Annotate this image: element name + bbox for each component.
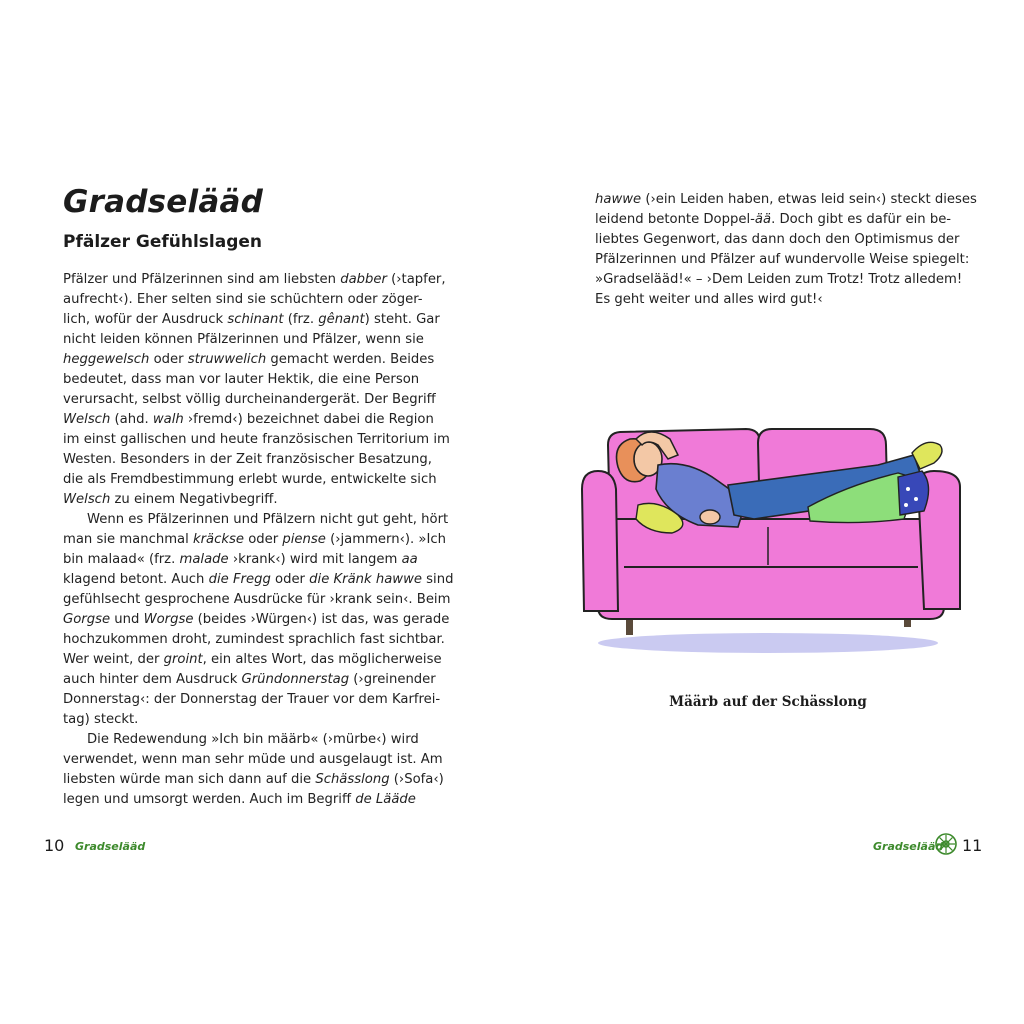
text-line xyxy=(63,570,454,590)
text-run: (frz. xyxy=(283,312,319,327)
text-run: verursacht, selbst völlig durcheinandergerät. Der Begriff xyxy=(63,392,436,407)
text-run: nicht leiden können Pfälzerinnen und Pfälzer, wenn sie xyxy=(63,332,424,347)
italic-term: Welsch xyxy=(63,412,111,427)
text-run: (›tapfer, xyxy=(386,272,446,287)
text-run: oder xyxy=(270,572,310,587)
right-page xyxy=(512,0,1024,1024)
text-run: »Gradselääd!« – ›Dem Leiden zum Trotz! Trotz alledem! xyxy=(595,272,963,287)
text-run: , ein altes Wort, das möglicherweise xyxy=(202,652,442,667)
page-number-right: 11 xyxy=(962,836,983,855)
text-run: (›greinender xyxy=(349,672,436,687)
text-run: bedeutet, dass man vor lauter Hektik, die eine Person xyxy=(63,372,420,387)
italic-term: heggewelsch xyxy=(63,352,150,367)
text-line xyxy=(63,510,449,530)
text-run: oder xyxy=(244,532,283,547)
text-run: (›ein Leiden haben, etwas leid sein‹) steckt dieses xyxy=(641,192,977,207)
text-run: oder xyxy=(149,352,188,367)
text-run: liebtes Gegenwort, das dann doch den Optimismus der xyxy=(595,232,960,247)
text-run: Donnerstag‹: der Donnerstag der Trauer vor dem Karfrei- xyxy=(63,692,441,707)
italic-term: schinant xyxy=(227,312,284,327)
pretzel-ornament-icon xyxy=(935,833,957,855)
italic-term: die Fregg xyxy=(208,572,271,587)
text-line xyxy=(63,530,446,550)
text-run: bin malaad« (frz. xyxy=(63,552,180,567)
text-run: (beides ›Würgen‹) ist das, was gerade xyxy=(193,612,450,627)
sofa-illustration xyxy=(578,415,968,655)
italic-term: Gründonnerstag xyxy=(241,672,350,687)
text-run: lich, wofür der Ausdruck xyxy=(63,312,228,327)
text-run: Westen. Besonders in der Zeit französischer Besatzung, xyxy=(63,452,432,467)
text-line xyxy=(63,550,429,570)
italic-term: walh xyxy=(152,412,184,427)
text-run: ›fremd‹) bezeichnet dabei die Region xyxy=(183,412,434,427)
text-line xyxy=(63,730,429,750)
text-run: legen und umsorgt werden. Auch im Begriff xyxy=(63,792,356,807)
italic-term: gênant xyxy=(318,312,365,327)
text-run: die als Fremdbestimmung erlebt wurde, entwickelte sich xyxy=(63,472,437,487)
text-run: klagend betont. Auch xyxy=(63,572,209,587)
text-line xyxy=(595,290,951,310)
text-line xyxy=(63,770,444,790)
text-line xyxy=(63,430,450,450)
text-line xyxy=(595,250,970,270)
text-run: hochzukommen droht, zumindest sprachlich fast sichtbar. xyxy=(63,632,445,647)
italic-term: die Kränk hawwe xyxy=(309,572,422,587)
text-run: ) steht. Gar xyxy=(364,312,440,327)
text-line xyxy=(63,370,429,390)
text-line xyxy=(63,590,451,610)
left-body-text xyxy=(63,270,454,810)
text-line xyxy=(63,610,450,630)
text-run: Pfälzer und Pfälzerinnen sind am liebsten xyxy=(63,272,341,287)
italic-term: piense xyxy=(282,532,326,547)
text-run: zu einem Negativbegriff. xyxy=(110,492,278,507)
page-number-left: 10 xyxy=(44,836,65,855)
text-run: . Doch gibt es dafür ein be- xyxy=(771,212,952,227)
running-title-left: Gradselääd xyxy=(75,840,146,853)
chapter-title: Gradselääd xyxy=(63,184,263,220)
text-run: verwendet, wenn man sehr müde und ausgelaugt ist. Am xyxy=(63,752,443,767)
text-run: aufrecht‹). Eher selten sind sie schüchtern oder zöger- xyxy=(63,292,423,307)
italic-term: groint xyxy=(163,652,203,667)
italic-term: dabber xyxy=(340,272,387,287)
text-run: gefühlsecht gesprochene Ausdrücke für ›krank sein‹. Beim xyxy=(63,592,451,607)
italic-term: hawwe xyxy=(595,192,642,207)
text-run: Pfälzerinnen und Pfälzer auf wundervolle Weise spiegelt: xyxy=(595,252,970,267)
italic-term: kräckse xyxy=(193,532,245,547)
running-title-right: Gradselääd xyxy=(873,840,944,853)
italic-term: Schässlong xyxy=(315,772,390,787)
text-line xyxy=(595,210,951,230)
italic-term: struwwelich xyxy=(187,352,267,367)
text-line xyxy=(63,710,429,730)
italic-term: Gorgse xyxy=(63,612,111,627)
text-line xyxy=(595,270,963,290)
text-line xyxy=(63,450,432,470)
text-line xyxy=(63,290,429,310)
text-run: Es geht weiter und alles wird gut!‹ xyxy=(595,292,823,307)
text-line xyxy=(63,650,442,670)
text-run: im einst gallischen und heute französischen Territorium im xyxy=(63,432,450,447)
text-run: ›krank‹) wird mit langem xyxy=(228,552,402,567)
text-line xyxy=(595,190,977,210)
text-line xyxy=(63,330,429,350)
text-line xyxy=(63,750,443,770)
right-body-text xyxy=(595,190,977,310)
text-line xyxy=(63,390,436,410)
text-run: sind xyxy=(421,572,454,587)
text-run: (›Sofa‹) xyxy=(389,772,444,787)
text-line xyxy=(595,230,960,250)
text-run: gemacht werden. Beides xyxy=(266,352,435,367)
text-run: und xyxy=(110,612,144,627)
italic-term: ää xyxy=(754,212,772,227)
text-run: tag) steckt. xyxy=(63,712,139,727)
text-line xyxy=(63,490,429,510)
text-run: leidend betonte Doppel- xyxy=(595,212,755,227)
text-line xyxy=(63,690,441,710)
text-line xyxy=(63,350,435,370)
italic-term: aa xyxy=(401,552,418,567)
text-run: auch hinter dem Ausdruck xyxy=(63,672,242,687)
italic-term: malade xyxy=(179,552,229,567)
italic-term: Worgse xyxy=(143,612,194,627)
text-line xyxy=(63,410,434,430)
text-line xyxy=(63,270,446,290)
text-run: liebsten würde man sich dann auf die xyxy=(63,772,316,787)
text-run: Wenn es Pfälzerinnen und Pfälzern nicht gut geht, hört xyxy=(87,512,449,527)
text-line xyxy=(63,790,429,810)
chapter-subtitle: Pfälzer Gefühlslagen xyxy=(63,232,263,252)
italic-term: de Lääde xyxy=(355,792,416,807)
text-run: (ahd. xyxy=(110,412,153,427)
text-run: Wer weint, der xyxy=(63,652,164,667)
text-run: (›jammern‹). »Ich xyxy=(325,532,446,547)
text-run: man sie manchmal xyxy=(63,532,193,547)
text-run: Die Redewendung »Ich bin määrb« (›mürbe‹) wird xyxy=(87,732,419,747)
illustration-caption: Määrb auf der Schässlong xyxy=(669,694,867,710)
italic-term: Welsch xyxy=(63,492,111,507)
text-line xyxy=(63,670,436,690)
text-line xyxy=(63,310,440,330)
text-line xyxy=(63,470,437,490)
text-line xyxy=(63,630,445,650)
